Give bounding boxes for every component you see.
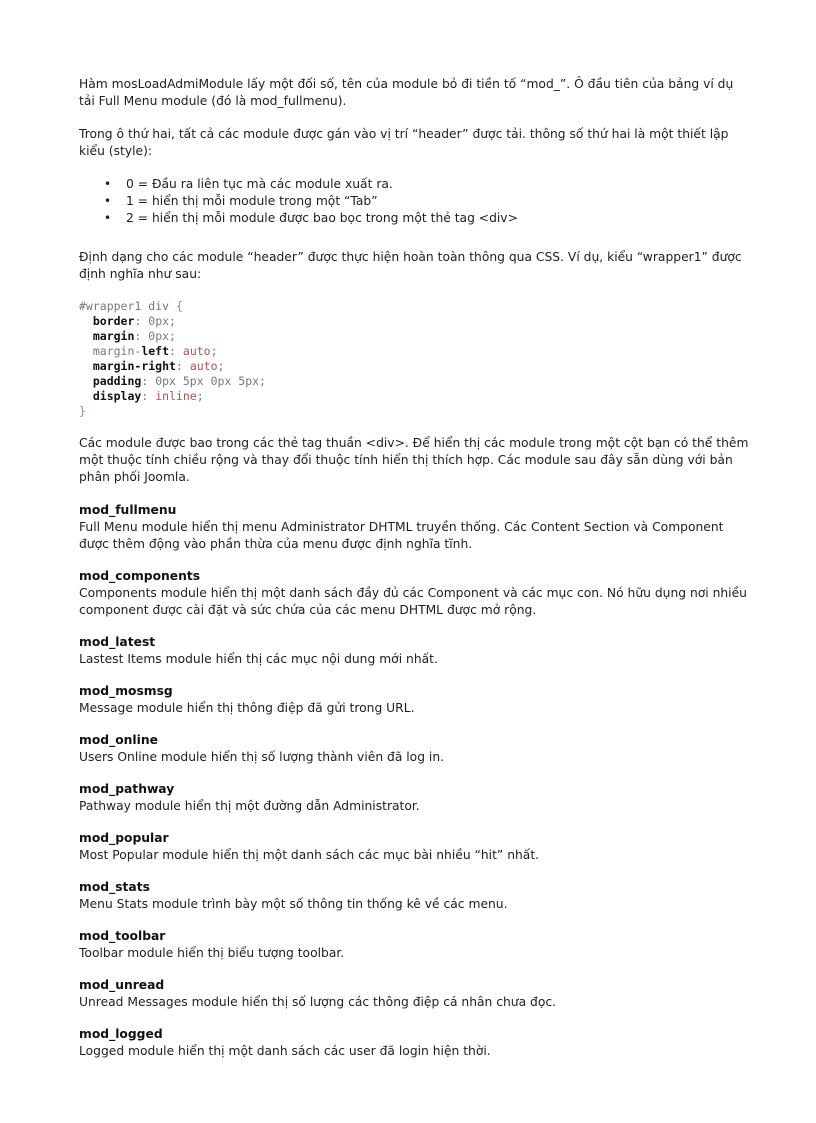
module-name: mod_pathway <box>79 782 175 796</box>
module-description: Menu Stats module trình bày một số thông tin thống kê về các menu. <box>79 897 508 911</box>
list-item <box>79 683 751 717</box>
module-name: mod_logged <box>79 1027 163 1041</box>
module-description: Unread Messages module hiển thị số lượng các thông điệp cá nhân chưa đọc. <box>79 995 557 1009</box>
code-property: border <box>92 314 135 328</box>
document-page <box>79 76 751 1075</box>
module-name: mod_mosmsg <box>79 684 173 698</box>
module-description: Most Popular module hiển thị một danh sách các mục bài nhiều “hit” nhất. <box>79 848 540 862</box>
list-item: • 2 = hiển thị mỗi module được bao bọc trong một thẻ tag <div> <box>104 211 518 225</box>
module-description: Components module hiển thị một danh sách đầy đủ các Component và các mục con. Nó hữu dụng nơi nhiều component được cài đặt và sức chứa của các menu DHTML được mở rộng. <box>79 586 747 617</box>
bullet-icon: • <box>104 194 112 208</box>
code-value: 0px <box>148 329 170 343</box>
code-property: padding <box>92 374 142 388</box>
module-description: Message module hiển thị thông điệp đã gửi trong URL. <box>79 701 415 715</box>
module-name: mod_popular <box>79 831 169 845</box>
code-value: auto <box>182 344 211 358</box>
module-description: Lastest Items module hiển thị các mục nội dung mới nhất. <box>79 652 438 666</box>
css-intro-paragraph: Định dạng cho các module “header” được thực hiện hoàn toàn thông qua CSS. Ví dụ, kiểu “wrapper1” được định nghĩa như sau: <box>79 250 742 281</box>
module-description: Users Online module hiển thị số lượng thành viên đã log in. <box>79 750 445 764</box>
list-item <box>79 928 751 962</box>
code-selector: #wrapper1 div <box>79 299 170 313</box>
code-property: margin-right <box>92 359 176 373</box>
module-name: mod_fullmenu <box>79 503 177 517</box>
module-name: mod_latest <box>79 635 156 649</box>
module-name: mod_stats <box>79 880 150 894</box>
list-item <box>79 781 751 815</box>
code-property: margin <box>92 329 135 343</box>
list-item <box>79 879 751 913</box>
css-code-block: #wrapper1 div { border: 0px; margin: 0px; margin-left: auto; margin-right: auto; padding: 0px 5px 0px 5px; display: inline; } <box>79 299 266 418</box>
module-name: mod_unread <box>79 978 165 992</box>
module-description: Pathway module hiển thị một đường dẫn Administrator. <box>79 799 420 813</box>
module-description: Full Menu module hiển thị menu Administrator DHTML truyền thống. Các Content Section và Component được thêm động vào phần thừa của menu được định nghĩa tĩnh. <box>79 520 724 551</box>
code-value: inline <box>155 389 197 403</box>
code-property: left <box>141 344 170 358</box>
list-item <box>79 634 751 668</box>
list-item <box>79 732 751 766</box>
list-item <box>79 502 751 553</box>
module-name: mod_online <box>79 733 158 747</box>
code-close-brace: } <box>79 404 86 418</box>
modules-intro-paragraph: Các module được bao trong các thẻ tag thuần <div>. Để hiển thị các module trong một cột bạn có thể thêm một thuộc tính chiều rộng và thay đổi thuộc tính hiển thị thích hợp. Các module sau đây sẵn dùng với bản phân phối Joomla. <box>79 436 749 484</box>
list-item <box>79 1026 751 1060</box>
style-options-list <box>79 176 751 227</box>
code-value: 0px <box>148 314 170 328</box>
code-value: auto <box>189 359 218 373</box>
module-description: Logged module hiển thị một danh sách các user đã login hiện thời. <box>79 1044 491 1058</box>
module-name: mod_components <box>79 569 201 583</box>
list-item: • 0 = Đầu ra liên tục mà các module xuất ra. <box>104 177 393 191</box>
bullet-icon: • <box>104 211 112 225</box>
list-item <box>79 830 751 864</box>
intro-paragraph-1: Hàm mosLoadAdmiModule lấy một đối số, tên của module bỏ đi tiền tố “mod_”. Ô đầu tiên của bảng ví dụ tải Full Menu module (đó là mod_fullmenu). <box>79 77 734 108</box>
list-item <box>79 977 751 1011</box>
code-property: display <box>92 389 142 403</box>
intro-paragraph-2: Trong ô thứ hai, tất cả các module được gán vào vị trí “header” được tải. thông số thứ hai là một thiết lập kiểu (style): <box>79 127 729 158</box>
bullet-icon: • <box>104 177 112 191</box>
code-open-brace: { <box>175 299 183 313</box>
module-description: Toolbar module hiển thị biểu tượng toolbar. <box>79 946 345 960</box>
list-item: • 1 = hiển thị mỗi module trong một “Tab” <box>104 194 378 208</box>
module-list <box>79 502 751 1060</box>
code-value: 0px 5px 0px 5px <box>155 374 260 388</box>
list-item <box>79 568 751 619</box>
module-name: mod_toolbar <box>79 929 166 943</box>
